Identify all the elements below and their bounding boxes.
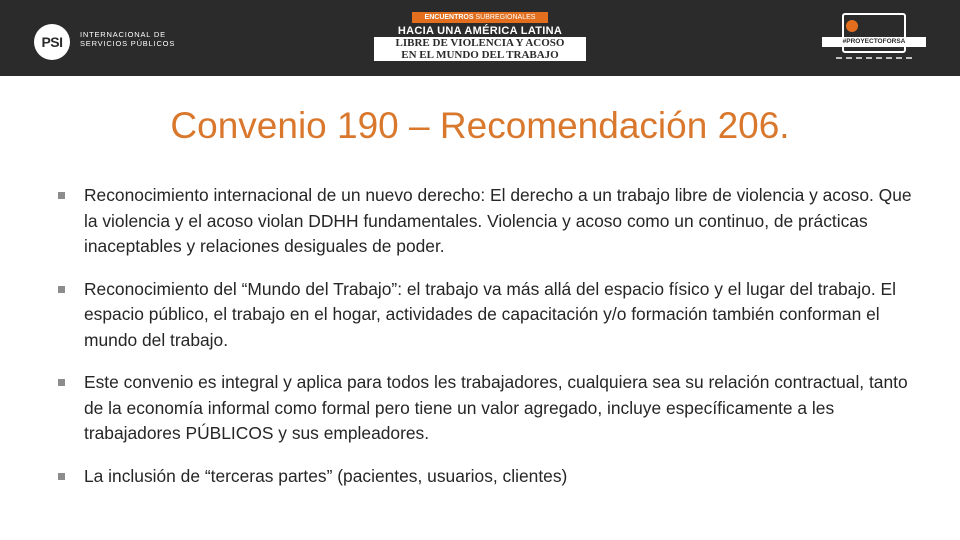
event-title-line3: EN EL MUNDO DEL TRABAJO: [374, 49, 586, 61]
square-bullet-icon: [58, 192, 65, 199]
laptop-icon: [842, 13, 906, 53]
event-title-line2: LIBRE DE VIOLENCIA Y ACOSO: [374, 37, 586, 49]
header-banner: [0, 0, 960, 76]
org-name-line2: SERVICIOS PÚBLICOS: [80, 39, 176, 48]
bullet-text: La inclusión de “terceras partes” (pacientes, usuarios, clientes): [84, 465, 568, 486]
event-logo: [372, 12, 588, 68]
project-laptop-logo: [822, 13, 926, 67]
bullet-text: Este convenio es integral y aplica para todos les trabajadores, cualquiera sea su relación contractual, tanto de la economía informal como formal pero tiene un valor agregado, incluye específicamente a les trabajadores PÚBLICOS y sus empleadores.: [84, 372, 908, 443]
bullet-item: [56, 183, 916, 260]
psi-logo: PSI: [34, 24, 70, 60]
square-bullet-icon: [58, 473, 65, 480]
event-tag: [412, 12, 548, 23]
bullet-item: [56, 370, 916, 447]
laptop-base: [836, 55, 912, 59]
event-title-line1: HACIA UNA AMÉRICA LATINA: [397, 25, 563, 37]
project-tag: #PROYECTOFORSA: [822, 37, 926, 47]
org-name-line1: INTERNACIONAL DE: [80, 30, 166, 39]
event-tag-bold: ENCUENTROS: [424, 14, 474, 21]
event-tag-light: SUBREGIONALES: [475, 14, 536, 21]
bullet-list: [56, 183, 916, 506]
project-mark-icon: [846, 20, 858, 32]
slide-title: Convenio 190 – Recomendación 206.: [170, 105, 790, 146]
bullet-item: [56, 464, 916, 490]
square-bullet-icon: [58, 286, 65, 293]
bullet-text: Reconocimiento del “Mundo del Trabajo”: el trabajo va más allá del espacio físico y el lugar del trabajo. El espacio público, el trabajo en el hogar, actividades de capacitación y/o formación también conforman el mundo del trabajo.: [84, 278, 896, 350]
bullet-text: Reconocimiento internacional de un nuevo derecho: El derecho a un trabajo libre de violencia y acoso. Que la violencia y el acoso violan DDHH fundamentales. Violencia y acoso como un continuo, de prácticas inaceptables y relaciones desiguales de poder.: [84, 185, 912, 256]
bullet-item: [56, 277, 916, 354]
org-name: [80, 30, 175, 48]
square-bullet-icon: [58, 379, 65, 386]
